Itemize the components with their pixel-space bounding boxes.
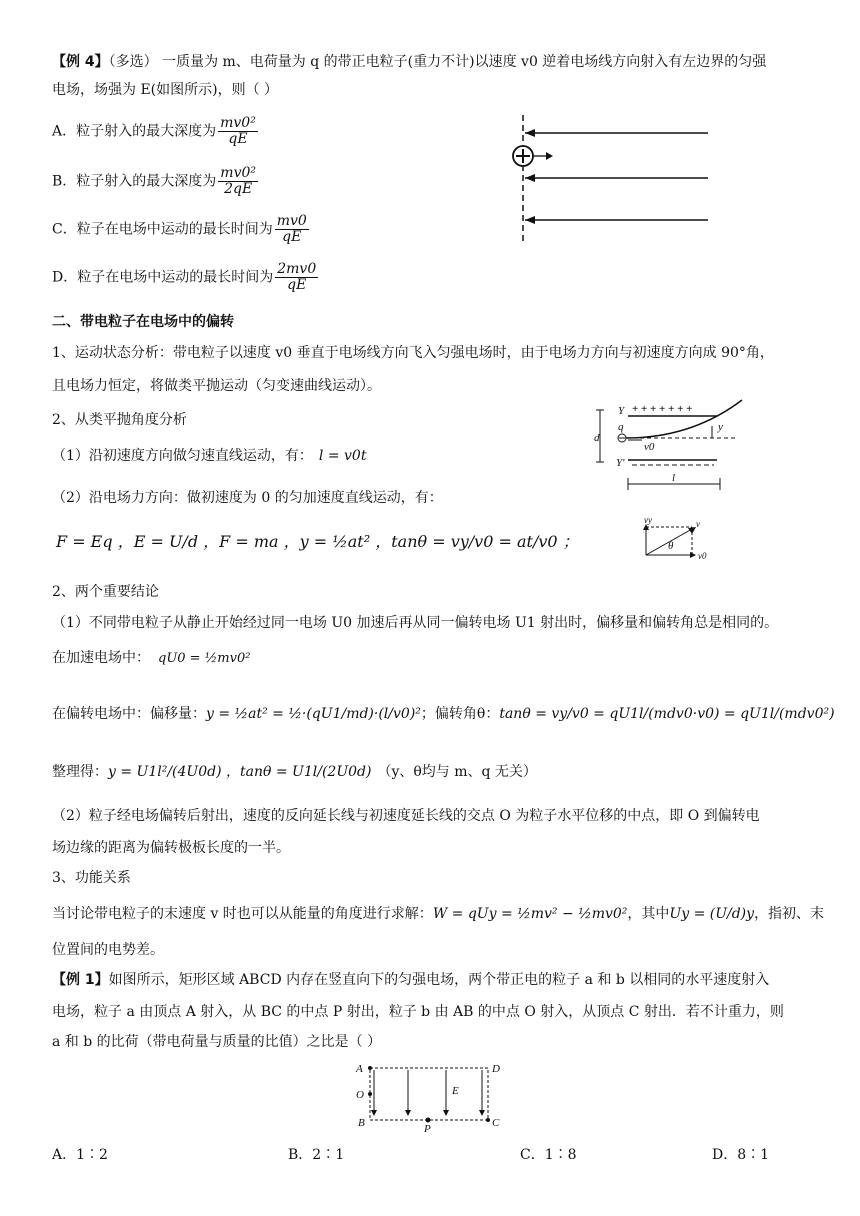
energy-line2: 位置间的电势差。 [52, 942, 164, 958]
fig2-plus-signs: + + + + + + + [632, 403, 693, 415]
section2-p2: 2、从类平抛角度分析 [52, 412, 187, 428]
fig3-label-vy: vy [644, 515, 652, 525]
fig2-label-l: l [672, 472, 676, 484]
section2-heading: 二、带电粒子在电场中的偏转 [52, 314, 234, 330]
conclusion2-a: （2）粒子经电场偏转后射出，速度的反向延长线与初速度延长线的交点 O 为粒子水平位移的中点，即 O 到偏转电 [52, 808, 760, 824]
example1-option-b: B．2∶1 [288, 1147, 345, 1163]
example1-line2: 电场，粒子 a 由顶点 A 射入，从 BC 的中点 P 射出，粒子 b 由 AB 的中点 O 射入，从顶点 C 射出．若不计重力，则 [52, 1004, 784, 1020]
fig2-label-Yprime: Y′ [616, 457, 625, 469]
fig2-label-q: q [618, 421, 624, 433]
option-d-num: 2mv0 [277, 261, 317, 277]
option-c-prefix: C．粒子在电场中运动的最长时间为 [52, 221, 273, 238]
option-d-prefix: D．粒子在电场中运动的最长时间为 [52, 269, 274, 286]
fig4-label-C: C [492, 1117, 500, 1129]
positive-charge-icon [513, 146, 533, 166]
c1b-text: 在加速电场中： [52, 650, 150, 666]
fig4-label-O: O [356, 1089, 364, 1101]
fig4-rectangle [370, 1068, 488, 1120]
option-c-den: qE [282, 229, 302, 245]
option-b-prefix: B．粒子射入的最大深度为 [52, 173, 217, 190]
fig4-label-D: D [492, 1063, 500, 1075]
section2-p1b: 且电场力恒定，将做类平抛运动（匀变速曲线运动）。 [52, 378, 381, 394]
c1c-mid-text: ；偏转角θ： [420, 706, 500, 722]
e1-equation: W = qUy = ½mv² − ½mv0² [432, 906, 628, 922]
option-c-num: mv0 [276, 213, 307, 229]
rectangle-field-figure [350, 1060, 510, 1135]
velocity-triangle-figure [640, 515, 720, 565]
fig3-label-v: v [696, 519, 700, 529]
c1c-text: 在偏转电场中：偏移量： [52, 706, 206, 722]
c1d-text: 整理得： [52, 764, 108, 780]
example4-text1: （多选） 一质量为 m、电荷量为 q 的带正电粒子(重力不计)以速度 v0 逆着电场线方向射入有左边界的匀强 [108, 54, 767, 70]
fig2-label-Y: Y [618, 405, 625, 417]
example1-tag: 【例 1】 [52, 972, 109, 988]
conclusion1-c [52, 704, 835, 724]
example1-option-d: D．8∶1 [712, 1147, 770, 1163]
example4-option-a [52, 116, 260, 147]
example4-line2: 电场，场强为 E(如图所示)，则（ ） [52, 82, 279, 98]
example1-option-a: A．1∶2 [52, 1147, 108, 1163]
example1-line3: a 和 b 的比荷（带电荷量与质量的比值）之比是（ ） [52, 1034, 382, 1050]
fig3-label-theta: θ [668, 540, 674, 552]
example1-line1 [52, 970, 769, 990]
c1d-note: （y、θ均与 m、q 无关） [377, 764, 537, 780]
conclusion1-b [52, 648, 250, 669]
e1-text: 当讨论带电粒子的末速度 v 时也可以从能量的角度进行求解： [52, 906, 433, 922]
conclusion2-b: 场边缘的距离为偏转极板长度的一半。 [52, 840, 290, 856]
fig2-label-v0: v0 [644, 441, 655, 453]
option-a-prefix: A．粒子射入的最大深度为 [52, 123, 217, 140]
section2-p2-2: （2）沿电场力方向：做初速度为 0 的匀加速度直线运动，有： [52, 490, 443, 506]
option-b-den: 2qE [224, 181, 253, 197]
fig2-label-d: d [594, 432, 600, 444]
fig4-label-A: A [356, 1063, 363, 1075]
example1-option-c: C．1∶8 [520, 1147, 577, 1163]
fig4-label-P: P [424, 1123, 431, 1135]
deflection-figure [592, 398, 752, 493]
fig3-label-v0: v0 [698, 551, 707, 561]
example4-tag: 【例 4】 [52, 54, 109, 70]
option-d-den: qE [287, 277, 307, 293]
c1c-equation1: y = ½at² = ½·(qU1/md)·(l/v0)² [206, 706, 421, 722]
p2-1-text: （1）沿初速度方向做匀速直线运动，有： [52, 448, 313, 464]
fig2-label-y: y [718, 421, 723, 433]
fig4-label-B: B [358, 1117, 365, 1129]
e1-tail-text: ，指初、末 [754, 906, 825, 922]
p2-1-equation: l = v0t [318, 448, 367, 464]
kinematics-equations: F = Eq ，E = U/d ，F = ma ，y = ½at² ，tanθ = vy/v0 = at/v0 ； [56, 532, 579, 551]
c1d-equation: y = U1l²/(4U0d) ，tanθ = U1l/(2U0d) [108, 764, 372, 780]
energy-line1 [52, 904, 824, 924]
conclusion1-d [52, 762, 537, 782]
c1c-equation2: tanθ = vy/v0 = qU1l/(mdv0·v0) = qU1l/(mdv0²) [499, 706, 835, 722]
section2-p2-1 [52, 446, 366, 466]
example4-option-c [52, 214, 311, 245]
fig4-label-E: E [452, 1085, 459, 1097]
section2-p3: 2、两个重要结论 [52, 584, 159, 600]
example4-option-b [52, 166, 260, 197]
option-a-num: mv0² [220, 115, 256, 131]
e1-equation2: Uy = (U/d)y [669, 906, 755, 922]
option-a-den: qE [228, 131, 248, 147]
example4-line1 [52, 52, 766, 72]
example4-option-d [52, 262, 320, 293]
section2-p1a: 1、运动状态分析：带电粒子以速度 v0 垂直于电场线方向飞入匀强电场时，由于电场力方向与初速度方向成 90°角， [52, 345, 774, 361]
section2-p4: 3、功能关系 [52, 870, 131, 886]
field-figure [505, 115, 720, 245]
c1b-equation: qU0 = ½mv0² [158, 651, 251, 666]
conclusion1-a: （1）不同带电粒子从静止开始经过同一电场 U0 加速后再从同一偏转电场 U1 射出时，偏移量和偏转角总是相同的。 [52, 615, 779, 631]
option-b-num: mv0² [220, 165, 257, 181]
example1-text1: 如图所示，矩形区域 ABCD 内存在竖直向下的匀强电场，两个带正电的粒子 a 和 b 以相同的水平速度射入 [108, 972, 770, 988]
e1-mid-text: ，其中 [627, 906, 670, 922]
